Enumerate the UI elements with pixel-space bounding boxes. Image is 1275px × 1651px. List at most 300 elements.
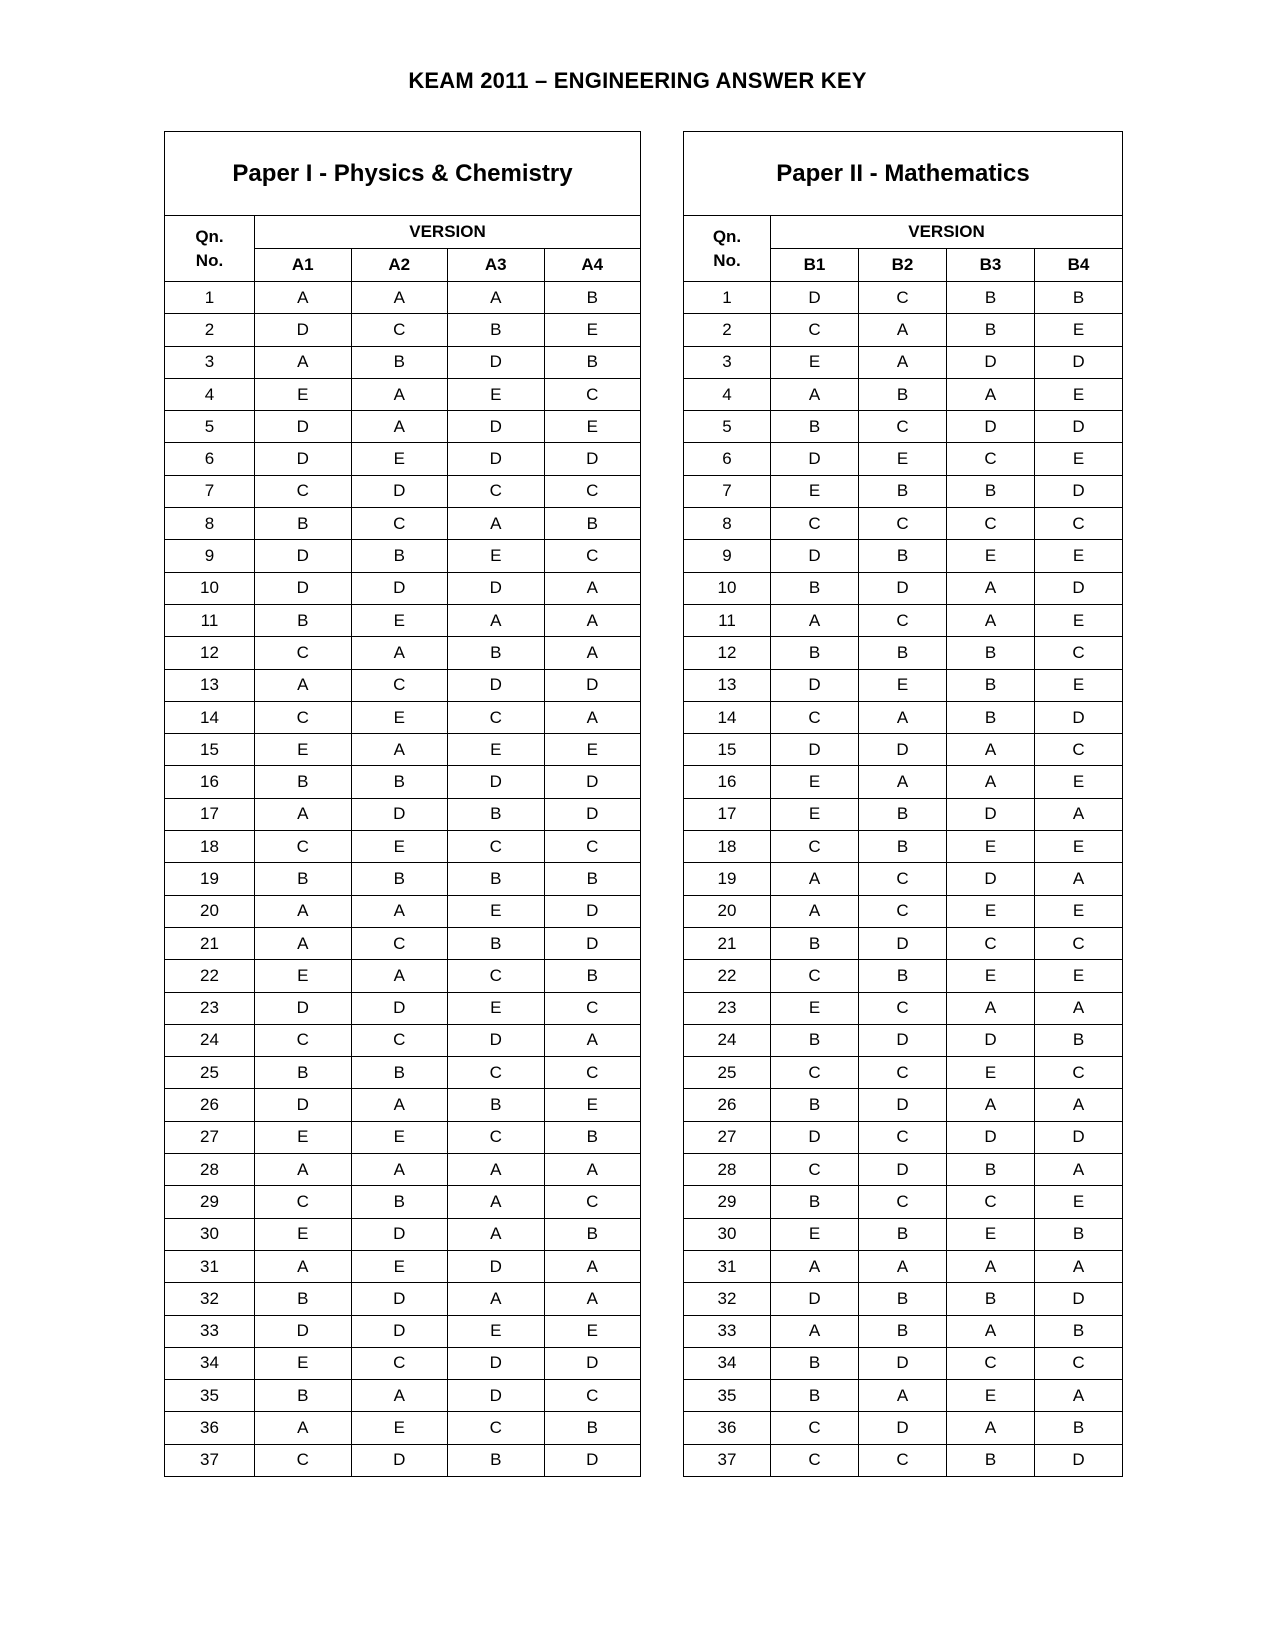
table-row [165, 314, 641, 346]
answer-cell: D [255, 1089, 352, 1121]
answer-cell: C [544, 475, 641, 507]
answer-cell: A [448, 1154, 545, 1186]
question-number: 13 [684, 669, 771, 701]
answer-cell: B [544, 282, 641, 314]
question-number: 22 [165, 960, 255, 992]
answer-cell: A [859, 701, 947, 733]
answer-cell: B [255, 863, 352, 895]
question-number: 22 [684, 960, 771, 992]
table-row [684, 508, 1123, 540]
answer-cell: C [1035, 927, 1123, 959]
table-row [684, 1250, 1123, 1282]
answer-cell: D [947, 411, 1035, 443]
answer-cell: C [859, 1121, 947, 1153]
answer-cell: D [1035, 346, 1123, 378]
answer-cell: D [771, 1283, 859, 1315]
answer-cell: B [544, 863, 641, 895]
answer-cell: D [859, 1089, 947, 1121]
answer-cell: B [448, 927, 545, 959]
answer-cell: D [947, 863, 1035, 895]
question-number: 12 [165, 637, 255, 669]
question-number: 27 [165, 1121, 255, 1153]
qn-label: Qn. [195, 226, 224, 246]
answer-cell: C [771, 1154, 859, 1186]
question-number-header [165, 216, 255, 282]
answer-cell: B [255, 1283, 352, 1315]
question-number: 21 [165, 927, 255, 959]
answer-cell: E [448, 734, 545, 766]
question-number: 1 [165, 282, 255, 314]
table-row [684, 314, 1123, 346]
answer-cell: A [771, 1315, 859, 1347]
answer-cell: A [255, 1412, 352, 1444]
table-row [684, 895, 1123, 927]
answer-cell: A [947, 1412, 1035, 1444]
answer-cell: A [947, 734, 1035, 766]
answer-cell: A [351, 282, 448, 314]
question-number: 37 [684, 1444, 771, 1476]
table-row [684, 927, 1123, 959]
answer-cell: D [544, 443, 641, 475]
table-row [165, 1218, 641, 1250]
answer-cell: A [255, 798, 352, 830]
answer-cell: D [1035, 1444, 1123, 1476]
question-number: 14 [165, 701, 255, 733]
answer-cell: A [1035, 1380, 1123, 1412]
answer-cell: B [771, 1089, 859, 1121]
table-row [165, 1186, 641, 1218]
table-row [684, 734, 1123, 766]
question-number: 27 [684, 1121, 771, 1153]
answer-cell: E [255, 378, 352, 410]
table-row [684, 992, 1123, 1024]
answer-cell: B [859, 378, 947, 410]
table-row [165, 411, 641, 443]
answer-cell: B [771, 1024, 859, 1056]
version-code: B1 [771, 249, 859, 282]
question-number: 16 [165, 766, 255, 798]
answer-cell: A [448, 604, 545, 636]
question-number: 35 [684, 1380, 771, 1412]
question-number: 9 [684, 540, 771, 572]
answer-cell: B [859, 831, 947, 863]
answer-cell: A [255, 282, 352, 314]
table-row [684, 1444, 1123, 1476]
answer-cell: E [1035, 766, 1123, 798]
answer-cell: E [1035, 314, 1123, 346]
answer-cell: B [859, 1283, 947, 1315]
table-row [684, 378, 1123, 410]
answer-cell: C [255, 1186, 352, 1218]
answer-cell: B [947, 314, 1035, 346]
answer-cell: A [255, 346, 352, 378]
answer-cell: A [255, 1154, 352, 1186]
version-code: B4 [1035, 249, 1123, 282]
answer-cell: A [947, 604, 1035, 636]
answer-cell: B [448, 863, 545, 895]
answer-cell: D [947, 346, 1035, 378]
paper-heading: Paper II - Mathematics [684, 132, 1123, 216]
qn-label: Qn. [712, 226, 742, 246]
answer-cell: B [1035, 1412, 1123, 1444]
table-row [684, 475, 1123, 507]
answer-cell: A [771, 604, 859, 636]
question-number: 36 [684, 1412, 771, 1444]
answer-cell: E [947, 1380, 1035, 1412]
answer-cell: D [544, 766, 641, 798]
question-number: 36 [165, 1412, 255, 1444]
answer-cell: E [1035, 604, 1123, 636]
table-row [684, 701, 1123, 733]
answer-cell: E [771, 346, 859, 378]
table-row [684, 1283, 1123, 1315]
answer-cell: A [351, 1089, 448, 1121]
answer-cell: A [351, 411, 448, 443]
version-code: A1 [255, 249, 352, 282]
answer-cell: B [859, 637, 947, 669]
answer-cell: E [771, 798, 859, 830]
answer-cell: E [1035, 378, 1123, 410]
answer-cell: B [544, 346, 641, 378]
answer-cell: E [255, 1121, 352, 1153]
answer-cell: A [448, 1218, 545, 1250]
answer-cell: B [448, 798, 545, 830]
answer-cell: D [1035, 411, 1123, 443]
answer-cell: E [771, 992, 859, 1024]
answer-cell: E [947, 895, 1035, 927]
question-number: 32 [684, 1283, 771, 1315]
answer-cell: A [544, 701, 641, 733]
answer-cell: E [351, 604, 448, 636]
answer-cell: D [255, 411, 352, 443]
answer-cell: B [771, 1186, 859, 1218]
answer-cell: D [448, 346, 545, 378]
answer-cell: E [544, 734, 641, 766]
answer-cell: D [544, 798, 641, 830]
answer-cell: A [947, 1089, 1035, 1121]
answer-cell: A [544, 1154, 641, 1186]
question-number: 23 [165, 992, 255, 1024]
answer-cell: D [859, 734, 947, 766]
answer-cell: A [859, 314, 947, 346]
answer-cell: D [448, 1250, 545, 1282]
answer-cell: E [448, 378, 545, 410]
answer-cell: A [544, 572, 641, 604]
answer-cell: A [771, 378, 859, 410]
table-row [165, 960, 641, 992]
answer-cell: C [1035, 1057, 1123, 1089]
question-number: 2 [165, 314, 255, 346]
table-row [684, 346, 1123, 378]
table-row [684, 1089, 1123, 1121]
question-number: 8 [684, 508, 771, 540]
physics-chemistry-answer-table [164, 131, 641, 1477]
question-number: 30 [165, 1218, 255, 1250]
answer-cell: E [1035, 831, 1123, 863]
answer-cell: E [448, 540, 545, 572]
answer-cell: C [1035, 637, 1123, 669]
table-row [684, 1380, 1123, 1412]
answer-cell: D [1035, 1121, 1123, 1153]
answer-cell: B [255, 604, 352, 636]
table-row [684, 1057, 1123, 1089]
table-row [165, 863, 641, 895]
question-number: 16 [684, 766, 771, 798]
question-number: 8 [165, 508, 255, 540]
version-code: A2 [351, 249, 448, 282]
answer-cell: C [859, 1444, 947, 1476]
answer-cell: B [771, 411, 859, 443]
question-number: 34 [165, 1347, 255, 1379]
answer-cell: E [544, 411, 641, 443]
question-number: 11 [165, 604, 255, 636]
answer-cell: C [859, 895, 947, 927]
answer-cell: C [351, 669, 448, 701]
table-row [684, 1154, 1123, 1186]
question-number: 20 [165, 895, 255, 927]
answer-cell: B [1035, 1218, 1123, 1250]
answer-cell: B [771, 927, 859, 959]
answer-cell: D [351, 798, 448, 830]
answer-cell: A [947, 572, 1035, 604]
answer-cell: B [947, 669, 1035, 701]
answer-cell: A [351, 378, 448, 410]
answer-cell: A [544, 604, 641, 636]
answer-cell: A [859, 766, 947, 798]
table-row [684, 798, 1123, 830]
question-number: 7 [684, 475, 771, 507]
version-header: VERSION [771, 216, 1123, 249]
answer-cell: A [544, 1024, 641, 1056]
question-number: 6 [165, 443, 255, 475]
question-number: 17 [684, 798, 771, 830]
answer-cell: B [255, 508, 352, 540]
question-number: 15 [165, 734, 255, 766]
answer-cell: A [351, 1154, 448, 1186]
answer-cell: D [448, 1380, 545, 1412]
answer-cell: C [947, 927, 1035, 959]
answer-cell: C [859, 411, 947, 443]
question-number: 7 [165, 475, 255, 507]
answer-cell: B [448, 1089, 545, 1121]
answer-cell: B [255, 766, 352, 798]
answer-cell: C [448, 1057, 545, 1089]
answer-cell: E [1035, 540, 1123, 572]
answer-cell: E [255, 960, 352, 992]
table-row [165, 1412, 641, 1444]
table-row [165, 895, 641, 927]
answer-cell: A [1035, 863, 1123, 895]
answer-cell: C [771, 1057, 859, 1089]
question-number: 19 [165, 863, 255, 895]
question-number-header [684, 216, 771, 282]
version-header: VERSION [255, 216, 641, 249]
table-row [684, 443, 1123, 475]
question-number: 26 [684, 1089, 771, 1121]
table-row [165, 1444, 641, 1476]
answer-cell: A [351, 1380, 448, 1412]
answer-cell: D [255, 314, 352, 346]
paper-heading: Paper I - Physics & Chemistry [165, 132, 641, 216]
answer-cell: C [255, 1444, 352, 1476]
question-number: 9 [165, 540, 255, 572]
answer-cell: E [1035, 1186, 1123, 1218]
question-number: 6 [684, 443, 771, 475]
question-number: 20 [684, 895, 771, 927]
table-row [684, 572, 1123, 604]
answer-cell: B [255, 1380, 352, 1412]
question-number: 5 [165, 411, 255, 443]
version-code: B2 [859, 249, 947, 282]
answer-cell: B [544, 1121, 641, 1153]
question-number: 23 [684, 992, 771, 1024]
answer-cell: C [351, 1347, 448, 1379]
answer-cell: E [351, 1250, 448, 1282]
answer-cell: B [351, 540, 448, 572]
answer-cell: A [771, 895, 859, 927]
answer-cell: D [351, 1283, 448, 1315]
answer-cell: D [859, 927, 947, 959]
answer-cell: D [1035, 1283, 1123, 1315]
answer-cell: E [448, 895, 545, 927]
mathematics-answer-table [683, 131, 1123, 1477]
table-row [684, 831, 1123, 863]
answer-cell: B [859, 798, 947, 830]
table-row [684, 282, 1123, 314]
table-row [165, 1121, 641, 1153]
question-number: 12 [684, 637, 771, 669]
answer-cell: B [351, 346, 448, 378]
answer-cell: D [448, 1347, 545, 1379]
answer-cell: C [255, 475, 352, 507]
answer-cell: D [947, 1121, 1035, 1153]
answer-cell: C [859, 1186, 947, 1218]
answer-cell: A [544, 1283, 641, 1315]
answer-cell: D [1035, 572, 1123, 604]
answer-cell: C [448, 475, 545, 507]
answer-cell: D [351, 1315, 448, 1347]
answer-cell: E [947, 960, 1035, 992]
answer-cell: A [351, 960, 448, 992]
answer-cell: B [947, 637, 1035, 669]
answer-cell: E [771, 1218, 859, 1250]
answer-cell: B [947, 282, 1035, 314]
answer-cell: E [544, 1315, 641, 1347]
question-number: 29 [165, 1186, 255, 1218]
answer-cell: C [947, 443, 1035, 475]
answer-cell: D [448, 669, 545, 701]
question-number: 13 [165, 669, 255, 701]
answer-cell: C [771, 1412, 859, 1444]
answer-cell: E [255, 734, 352, 766]
answer-cell: E [255, 1218, 352, 1250]
answer-cell: B [351, 863, 448, 895]
answer-cell: D [255, 443, 352, 475]
answer-cell: E [1035, 669, 1123, 701]
table-row [165, 1250, 641, 1282]
table-row [165, 734, 641, 766]
table-row [165, 831, 641, 863]
answer-cell: C [255, 637, 352, 669]
answer-cell: C [771, 701, 859, 733]
answer-cell: C [947, 508, 1035, 540]
answer-cell: C [859, 604, 947, 636]
answer-cell: B [351, 1057, 448, 1089]
table-row [165, 1089, 641, 1121]
answer-cell: D [544, 927, 641, 959]
answer-cell: D [448, 1024, 545, 1056]
answer-cell: C [1035, 734, 1123, 766]
question-number: 15 [684, 734, 771, 766]
table-row [684, 1024, 1123, 1056]
answer-cell: E [859, 443, 947, 475]
answer-cell: B [859, 540, 947, 572]
version-code: A3 [448, 249, 545, 282]
table-row [684, 960, 1123, 992]
answer-cell: B [771, 1380, 859, 1412]
answer-cell: E [351, 443, 448, 475]
answer-cell: D [351, 1444, 448, 1476]
table-row [165, 282, 641, 314]
table-row [165, 1347, 641, 1379]
answer-cell: C [947, 1186, 1035, 1218]
answer-cell: E [771, 475, 859, 507]
question-number: 14 [684, 701, 771, 733]
answer-cell: D [947, 798, 1035, 830]
table-row [684, 1347, 1123, 1379]
answer-cell: D [859, 1024, 947, 1056]
question-number: 10 [684, 572, 771, 604]
answer-cell: C [859, 863, 947, 895]
question-number: 29 [684, 1186, 771, 1218]
answer-cell: C [255, 701, 352, 733]
answer-cell: A [255, 669, 352, 701]
answer-cell: D [1035, 701, 1123, 733]
answer-cell: B [859, 1218, 947, 1250]
answer-cell: A [448, 1283, 545, 1315]
answer-cell: E [947, 1218, 1035, 1250]
answer-cell: D [771, 669, 859, 701]
table-row [684, 1315, 1123, 1347]
answer-cell: D [255, 992, 352, 1024]
question-number: 4 [165, 378, 255, 410]
answer-cell: C [859, 508, 947, 540]
answer-cell: A [1035, 1154, 1123, 1186]
question-number: 11 [684, 604, 771, 636]
answer-cell: B [351, 766, 448, 798]
answer-cell: A [448, 1186, 545, 1218]
answer-cell: A [947, 766, 1035, 798]
answer-cell: D [448, 572, 545, 604]
table-row [165, 572, 641, 604]
table-row [684, 411, 1123, 443]
answer-cell: E [351, 701, 448, 733]
answer-cell: C [1035, 508, 1123, 540]
answer-cell: D [771, 1121, 859, 1153]
answer-cell: E [1035, 960, 1123, 992]
answer-cell: B [1035, 282, 1123, 314]
table-row [165, 1024, 641, 1056]
table-row [165, 669, 641, 701]
answer-cell: E [448, 992, 545, 1024]
answer-cell: D [859, 1347, 947, 1379]
answer-cell: B [448, 1444, 545, 1476]
answer-cell: E [544, 1089, 641, 1121]
answer-cell: D [351, 1218, 448, 1250]
answer-cell: D [947, 1024, 1035, 1056]
question-number: 10 [165, 572, 255, 604]
answer-cell: D [771, 734, 859, 766]
